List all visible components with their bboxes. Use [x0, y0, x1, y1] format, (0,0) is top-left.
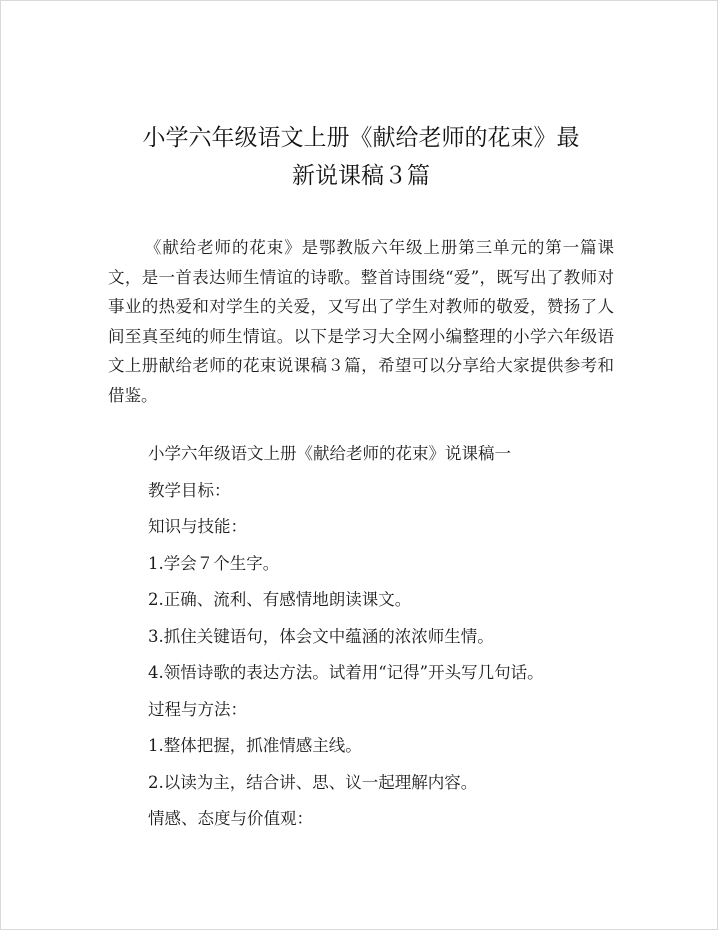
line-process-methods: 过程与方法：: [148, 699, 247, 719]
title-line-1: 小学六年级语文上册《献给老师的花束》最: [142, 125, 580, 151]
line-emotion-values: 情感、态度与价值观：: [148, 809, 313, 828]
line-goal-1: 1.学会７个生字。: [148, 553, 280, 573]
title-line-2: 新说课稿３篇: [292, 163, 430, 189]
line-goal-3: 3.抓住关键语句，体会文中蕴涵的浓浓师生情。: [148, 626, 494, 646]
line-goal-4: 4.领悟诗歌的表达方法。试着用“记得”开头写几句话。: [148, 663, 544, 682]
line-goal-2: 2.正确、流利、有感情地朗读课文。: [148, 590, 412, 609]
document-title: [101, 119, 621, 195]
intro-paragraph: [108, 233, 614, 410]
line-teaching-goals: 教学目标：: [148, 480, 231, 500]
intro-text: 《献给老师的花束》是鄂教版六年级上册第三单元的第一篇课文，是一首表达师生情谊的诗歌。整首诗围绕“爱”，既写出了教师对事业的热爱和对学生的关爱，又写出了学生对教师的敬爱，赞扬了人间至真至纯的师生情谊。以下是学习大全网小编整理的小学六年级语文上册献给老师的花束说课稿３篇，希望可以分享给大家提供参考和借鉴。: [108, 238, 614, 405]
content-lines: [148, 442, 618, 844]
line-lesson-heading: 小学六年级语文上册《献给老师的花束》说课稿一: [148, 444, 511, 463]
line-knowledge-skills: 知识与技能：: [148, 517, 247, 536]
line-method-1: 1.整体把握，抓准情感主线。: [148, 736, 362, 755]
line-method-2: 2.以读为主，结合讲、思、议一起理解内容。: [148, 772, 478, 792]
